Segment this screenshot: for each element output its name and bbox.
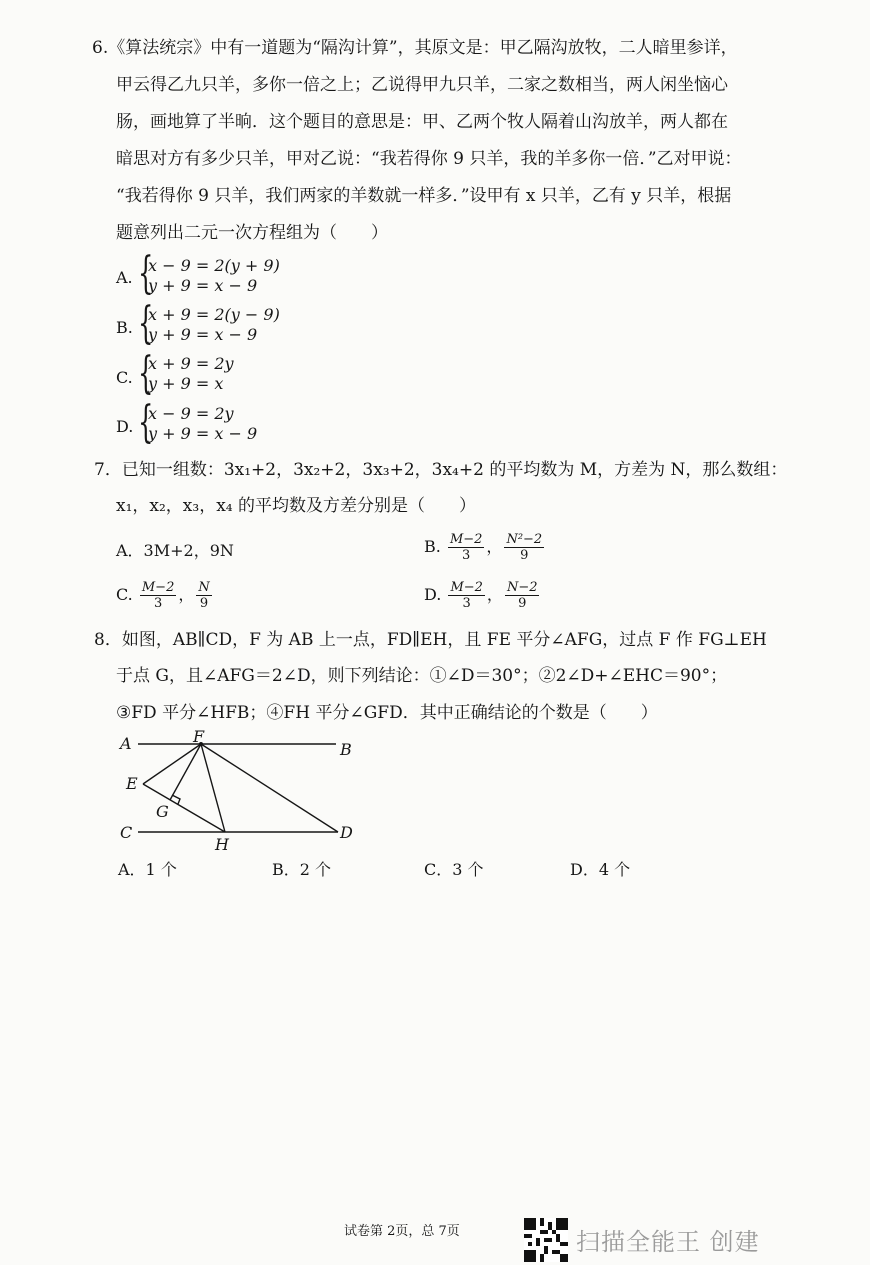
- q6-line-5: “我若得你 9 只羊，我们两家的羊数就一样多．”设甲有 x 只羊，乙有 y 只羊，根据: [116, 186, 732, 206]
- q6-line-4: 暗思对方有多少只羊，甲对乙说：“我若得你 9 只羊，我的羊多你一倍．”乙对甲说：: [116, 149, 742, 169]
- q7-b-f2-den: 9: [520, 548, 529, 563]
- q7-option-a: A．3M+2，9N: [116, 541, 234, 560]
- q7-line-1: 7．已知一组数：3x₁+2，3x₂+2，3x₃+2，3x₄+2 的平均数为 M，方差为 N，那么数组：: [94, 460, 788, 480]
- fraction: [505, 580, 540, 611]
- q7-b-f1-num: M−2: [449, 532, 483, 547]
- q7-b-f1-den: 3: [462, 548, 471, 563]
- q6-option-b-label: B.: [116, 318, 133, 337]
- label-f: F: [193, 728, 205, 746]
- label-d: D: [340, 823, 353, 842]
- label-a: A: [120, 734, 132, 753]
- q6-option-b-eq2: y + 9 = x − 9: [148, 325, 258, 344]
- fraction: [140, 580, 176, 611]
- q7-d-f1-num: M−2: [450, 580, 483, 595]
- fraction: [448, 532, 484, 563]
- label-g: G: [156, 802, 169, 821]
- brace-b: {: [138, 298, 154, 349]
- q7-option-d-label: D.: [424, 585, 442, 604]
- q6-option-c-eq2: y + 9 = x: [148, 374, 224, 393]
- label-e: E: [126, 774, 138, 793]
- q7-d-f2-den: 9: [518, 596, 527, 611]
- q6-option-d-label: D.: [116, 417, 134, 436]
- q7-c-f1-num: M−2: [141, 580, 175, 595]
- q7-c-f2-den: 9: [199, 596, 209, 611]
- q7-line-2: x₁，x₂，x₃，x₄ 的平均数及方差分别是（ ）: [116, 496, 477, 516]
- fraction: [504, 532, 544, 563]
- q8-line-2: 于点 G，且∠AFG＝2∠D，则下列结论：①∠D＝30°；②2∠D+∠EHC＝90°；: [116, 666, 728, 686]
- fraction: [196, 580, 211, 611]
- q6-option-d-eq2: y + 9 = x − 9: [148, 424, 258, 443]
- q8-line-1: 8．如图，AB∥CD，F 为 AB 上一点，FD∥EH，且 FE 平分∠AFG，过点 F 作 FG⊥EH: [94, 630, 767, 650]
- comma: ，: [486, 537, 503, 556]
- q7-option-c: [116, 580, 214, 611]
- q8-option-a: A．1 个: [118, 860, 177, 879]
- q6-option-c-eq1: x + 9 = 2y: [148, 354, 234, 373]
- page-footer: 试卷第 2页，总 7页: [344, 1224, 460, 1239]
- label-h: H: [215, 835, 229, 854]
- q6-line-6: 题意列出二元一次方程组为（ ）: [116, 223, 388, 243]
- q8-option-c: C．3 个: [424, 860, 484, 879]
- label-c: C: [120, 823, 133, 842]
- fraction: [448, 580, 484, 611]
- q7-c-f1-den: 3: [153, 596, 163, 611]
- q6-option-c-label: C.: [116, 368, 133, 387]
- scanner-watermark: 扫描全能王 创建: [576, 1228, 760, 1256]
- label-b: B: [340, 740, 352, 759]
- brace-d: {: [138, 397, 154, 448]
- q6-option-a-eq1: x − 9 = 2(y + 9): [148, 256, 280, 275]
- q7-d-f1-den: 3: [462, 596, 471, 611]
- q6-line-1: 6.《算法统宗》中有一道题为“隔沟计算”，其原文是：甲乙隔沟放牧，二人暗里参详，: [92, 38, 738, 58]
- segment-fe: [143, 744, 201, 784]
- q6-option-a-label: A.: [116, 268, 133, 287]
- q6-option-b-eq1: x + 9 = 2(y − 9): [148, 305, 280, 324]
- brace-a: {: [138, 248, 154, 299]
- q6-option-d-eq1: x − 9 = 2y: [148, 404, 234, 423]
- q7-d-f2-num: N−2: [506, 580, 538, 595]
- q7-option-b-label: B.: [424, 537, 441, 556]
- q7-c-f2-num: N: [198, 580, 210, 595]
- q7-option-b: [424, 532, 546, 563]
- q6-line-3: 肠，画地算了半晌．这个题目的意思是：甲、乙两个牧人隔着山沟放羊，两人都在: [116, 112, 728, 132]
- q7-option-c-label: C.: [116, 585, 133, 604]
- q8-line-3: ③FD 平分∠HFB；④FH 平分∠GFD．其中正确结论的个数是（ ）: [116, 703, 658, 723]
- comma: ，: [178, 585, 195, 604]
- q8-option-b: B．2 个: [272, 860, 332, 879]
- brace-c: {: [138, 348, 154, 399]
- qr-code-icon: [524, 1218, 568, 1262]
- q6-line-2: 甲云得乙九只羊，多你一倍之上；乙说得甲九只羊，二家之数相当，两人闲坐恼心: [116, 75, 728, 95]
- q8-option-d: D．4 个: [570, 860, 631, 879]
- comma: ，: [486, 585, 503, 604]
- segment-fg: [170, 744, 201, 800]
- geometry-figure: [110, 728, 370, 858]
- q7-option-d: [424, 580, 541, 611]
- q6-option-a-eq2: y + 9 = x − 9: [148, 276, 258, 295]
- q7-b-f2-num: N²−2: [506, 532, 543, 547]
